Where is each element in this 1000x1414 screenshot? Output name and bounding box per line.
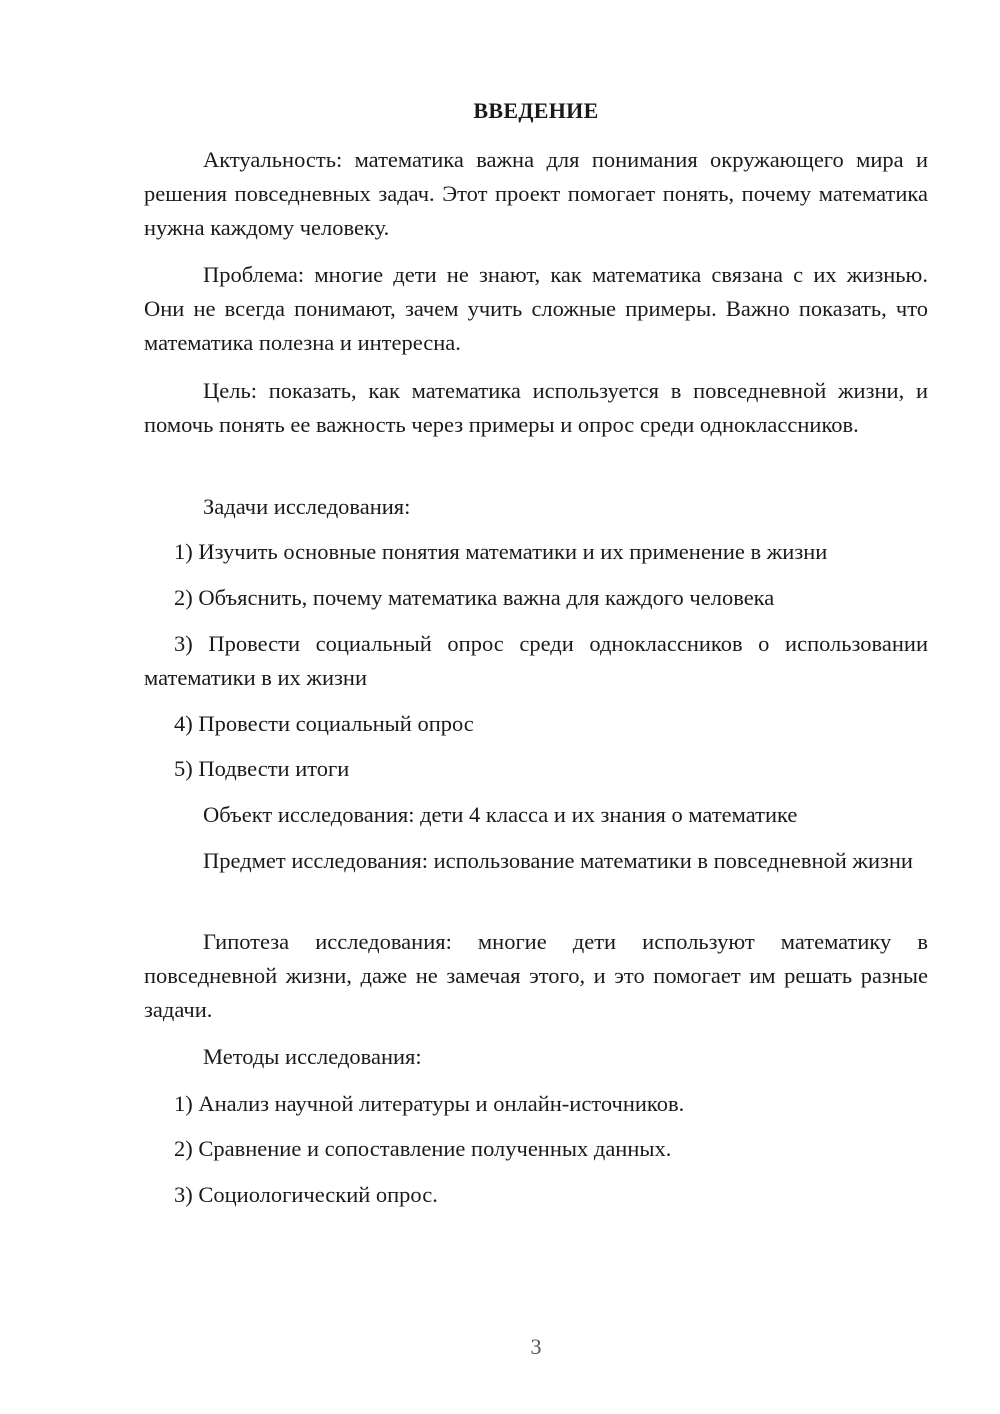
paragraph-hypothesis: Гипотеза исследования: многие дети используют математику в повседневной жизни, даже не замечая этого, и это помогает им решать разные задачи. [144,929,928,1022]
page-title: ВВЕДЕНИЕ [473,98,599,123]
task-item-4: 4) Провести социальный опрос [174,711,474,736]
paragraph-problem: Проблема: многие дети не знают, как математика связана с их жизнью. Они не всегда понимают, зачем учить сложные примеры. Важно показать, что математика полезна и интересна. [144,262,928,355]
method-item-1: 1) Анализ научной литературы и онлайн-источников. [174,1091,685,1116]
page-number: 3 [530,1334,542,1359]
task-item-3: 3) Провести социальный опрос среди одноклассников о использовании математики в их жизни [144,631,928,690]
task-item-1: 1) Изучить основные понятия математики и их применение в жизни [174,539,828,564]
method-item-3: 3) Социологический опрос. [174,1182,438,1207]
tasks-heading: Задачи исследования: [203,494,411,519]
task-item-5: 5) Подвести итоги [174,756,350,781]
methods-heading: Методы исследования: [203,1044,422,1069]
paragraph-subject: Предмет исследования: использование математики в повседневной жизни [203,848,913,873]
paragraph-relevance: Актуальность: математика важна для понимания окружающего мира и решения повседневных задач. Этот проект помогает понять, почему математика нужна каждому человеку. [144,147,928,240]
paragraph-object: Объект исследования: дети 4 класса и их знания о математике [203,802,798,827]
method-item-2: 2) Сравнение и сопоставление полученных данных. [174,1136,672,1161]
task-item-2: 2) Объяснить, почему математика важна для каждого человека [174,585,775,610]
paragraph-goal: Цель: показать, как математика используется в повседневной жизни, и помочь понять ее важность через примеры и опрос среди одноклассников. [144,378,928,437]
